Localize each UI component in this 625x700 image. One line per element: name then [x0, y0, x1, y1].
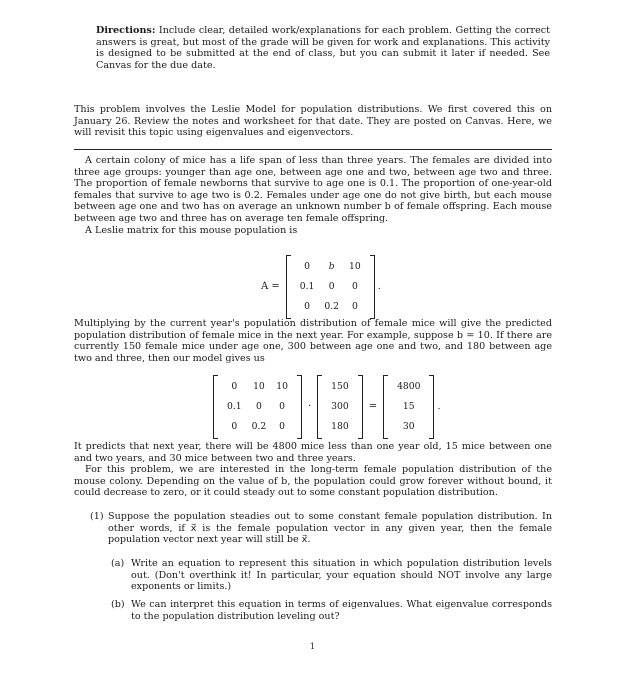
question-1b [111, 599, 552, 622]
vector-cell: 15 [402, 401, 415, 413]
intro-paragraph [74, 104, 552, 139]
paragraph-multiply: Multiplying by the current year's population distribution of female mice will give the predicted population distribution of female mice in the next year. For example, suppose b = 10. If there are currently 150 female mice under age one, 300 between age one and two, and 180 between age two and three, then our model gives us [74, 318, 552, 364]
vector-cell: 300 [331, 401, 349, 413]
directions-heading: Directions: [96, 25, 156, 36]
right-bracket [297, 375, 302, 439]
matrix-cell: 0 [351, 281, 358, 293]
matrix-cell: 0 [351, 301, 358, 313]
matrix-cell: 0 [328, 281, 335, 293]
question-1-label: (1) [90, 511, 104, 522]
dot-operator: · [307, 401, 312, 413]
vector-cell: 150 [331, 381, 349, 393]
long-term-block [74, 441, 552, 499]
right-bracket [370, 255, 375, 319]
matrix-a-label: A = [261, 281, 280, 293]
matrix-cell: 0 [231, 381, 238, 393]
paragraph-multiply-block [74, 318, 552, 364]
matrix-a-equation [255, 255, 381, 319]
page-number: 1 [310, 642, 316, 651]
paragraph-leslie-intro: A Leslie matrix for this mouse population is [85, 224, 298, 236]
right-bracket [358, 375, 363, 439]
section-divider [74, 149, 552, 150]
product-period: . [437, 401, 441, 413]
left-bracket [213, 375, 218, 439]
question-1b-label: (b) [111, 599, 125, 610]
matrix-cell: 0.1 [299, 281, 315, 293]
vector-cell: 30 [402, 421, 415, 433]
product-equation [213, 375, 441, 439]
matrix-cell: 10 [253, 381, 265, 393]
paragraph-colony: A certain colony of mice has a life span of less than three years. The females are divided into three age groups: younger than age one, between age one and two, between age two and three. The proportion of female newborns that survive to age one is 0.1. The proportion of one-year-old females that survive to age two is 0.2. Females under age one do not give birth, but each mouse between age one and two has on average an unknown number b of female offspring. Each mouse between age two and three has on average ten female offspring. [74, 155, 552, 224]
matrix-cell: 0.2 [324, 301, 340, 313]
matrix-cell: b [328, 261, 335, 273]
leslie-matrix [213, 375, 302, 439]
question-1 [90, 511, 552, 546]
question-1a-label: (a) [111, 558, 125, 569]
matrix-cell: 0 [304, 261, 311, 273]
directions-block [96, 25, 550, 71]
left-bracket [317, 375, 322, 439]
intro-text: This problem involves the Leslie Model for population distributions. We first covered this on January 26. Review the notes and worksheet for that date. They are posted on Canvas. Here, we will revisit this topic using eigenvalues and eigenvectors. [74, 104, 552, 139]
question-1b-text: We can interpret this equation in terms of eigenvalues. What eigenvalue corresponds to the population distribution leveling out? [131, 599, 552, 622]
question-1-text: Suppose the population steadies out to some constant female population distribution. In other words, if x⃗ is the female population vector in any given year, then the female population vector next year will still be x⃗. [108, 511, 552, 546]
matrix-a [286, 255, 375, 319]
matrix-cell: 0 [279, 421, 286, 433]
equals-sign: = [368, 401, 378, 413]
matrix-cell: 0 [304, 301, 311, 313]
right-bracket [429, 375, 434, 439]
matrix-cell: 0 [279, 401, 286, 413]
matrix-cell: 10 [349, 261, 361, 273]
vector-cell: 4800 [397, 381, 421, 393]
left-bracket [286, 255, 291, 319]
matrix-cell: 0 [256, 401, 262, 413]
left-bracket [383, 375, 388, 439]
matrix-cell: 0.2 [251, 421, 267, 433]
directions-text: Include clear, detailed work/explanations for each problem. Getting the correct answers is great, but most of the grade will be given for work and explanations. This activity is designed to be submitted at the end of class, but you can submit it later if needed. See Canvas for the due date. [96, 25, 550, 71]
matrix-cell: 0.1 [227, 401, 242, 413]
vector-cell: 180 [331, 421, 349, 433]
matrix-cell: 0 [231, 421, 238, 433]
problem-body [74, 155, 552, 236]
matrix-cell: 10 [276, 381, 288, 393]
paragraph-long-term: For this problem, we are interested in the long-term female population distribution of the mouse colony. Depending on the value of b, the population could grow forever without bound, it could decrease to zero, or it could steady out to some constant population distribution. [74, 464, 552, 499]
paragraph-prediction: It predicts that next year, there will be 4800 mice less than one year old, 15 mice between one and two years, and 30 mice between two and three years. [74, 441, 552, 464]
question-1a [111, 558, 552, 593]
population-vector [317, 375, 363, 439]
result-vector [383, 375, 434, 439]
question-1a-text: Write an equation to represent this situation in which population distribution levels out. (Don't overthink it! In particular, your equation should NOT involve any large exponents or limits.) [131, 558, 552, 593]
matrix-a-period: . [377, 281, 381, 293]
